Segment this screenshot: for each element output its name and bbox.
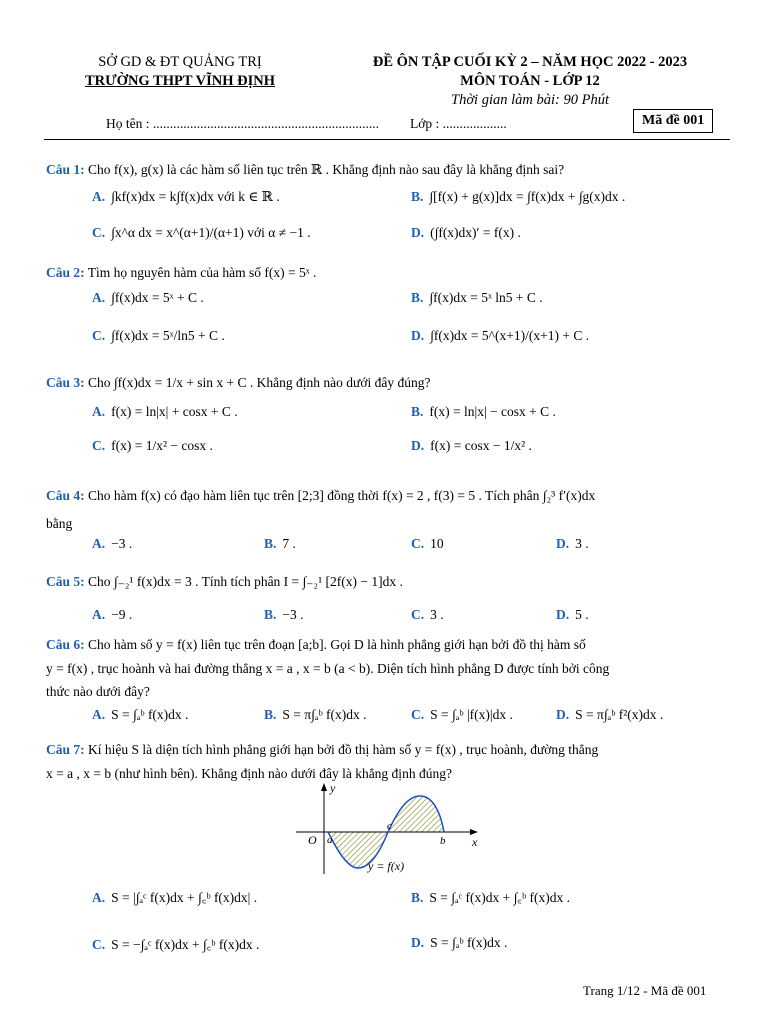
question-text: Cho hàm số y = f(x) liên tục trên đoạn [a;b]. Gọi D là hình phẳng giới hạn bởi đồ thị hàm số — [88, 637, 586, 652]
header-right — [330, 53, 730, 110]
option-4b[interactable]: B. 7 . — [264, 536, 296, 551]
header-left — [60, 53, 300, 91]
exam-title: ĐỀ ÔN TẬP CUỐI KỲ 2 – NĂM HỌC 2022 - 2023 — [372, 54, 688, 70]
option-7d[interactable]: D. S = ∫ₐᵇ f(x)dx . — [411, 935, 508, 950]
question-6-stem-cont-2: thức nào dưới đây? — [46, 684, 150, 699]
student-class-line: Lớp : ................... — [410, 116, 507, 131]
option-3a[interactable]: A. f(x) = ln|x| + cosx + C . — [92, 404, 238, 419]
option-4c[interactable]: C. 10 — [411, 536, 444, 551]
option-5b[interactable]: B. −3 . — [264, 607, 304, 622]
option-3d[interactable]: D. f(x) = cosx − 1/x² . — [411, 438, 532, 453]
shaded-region-above — [388, 796, 444, 832]
question-text: Cho ∫₋₂¹ f(x)dx = 3 . Tính tích phân I = ∫₋₂¹ [2f(x) − 1]dx . — [88, 574, 403, 589]
option-4d[interactable]: D. 3 . — [556, 536, 589, 551]
origin-label: O — [308, 833, 317, 847]
x-axis-label: x — [472, 835, 478, 849]
header-divider — [44, 139, 730, 140]
question-7-stem — [46, 742, 598, 758]
question-label: Câu 3: — [46, 375, 85, 390]
option-6d[interactable]: D. S = π∫ₐᵇ f²(x)dx . — [556, 707, 664, 722]
option-2a[interactable]: A. ∫f(x)dx = 5ˣ + C . — [92, 290, 204, 305]
option-7a[interactable]: A. S = |∫ₐᶜ f(x)dx + ∫꜀ᵇ f(x)dx| . — [92, 890, 258, 905]
question-7-stem-cont: x = a , x = b (như hình bên). Khẳng định nào dưới đây là khẳng định đúng? — [46, 766, 452, 781]
question-text: Cho f(x), g(x) là các hàm số liên tục trên ℝ . Khẳng định nào sau đây là khẳng định sai? — [88, 162, 565, 177]
option-6c[interactable]: C. S = ∫ₐᵇ |f(x)|dx . — [411, 707, 513, 722]
question-6-stem-cont: y = f(x) , trục hoành và hai đường thẳng x = a , x = b (a < b). Diện tích hình phẳng D được tính bởi công — [46, 661, 610, 676]
question-label: Câu 6: — [46, 637, 85, 652]
department-name: SỞ GD & ĐT QUẢNG TRỊ — [98, 54, 262, 70]
y-axis-arrow-icon — [321, 783, 327, 791]
option-5c[interactable]: C. 3 . — [411, 607, 444, 622]
point-a-label: a — [327, 834, 333, 846]
question-label: Câu 7: — [46, 742, 85, 757]
option-1d[interactable]: D. (∫f(x)dx)′ = f(x) . — [411, 225, 521, 240]
option-1c[interactable]: C. ∫x^α dx = x^(α+1)/(α+1) với α ≠ −1 . — [92, 225, 311, 240]
option-7c[interactable]: C. S = −∫ₐᶜ f(x)dx + ∫꜀ᵇ f(x)dx . — [92, 937, 260, 952]
option-7b[interactable]: B. S = ∫ₐᶜ f(x)dx + ∫꜀ᵇ f(x)dx . — [411, 890, 570, 905]
question-text: Kí hiệu S là diện tích hình phẳng giới hạn bởi đồ thị hàm số y = f(x) , trục hoành, đường thẳng — [88, 742, 599, 757]
question-label: Câu 4: — [46, 488, 85, 503]
option-1b[interactable]: B. ∫[f(x) + g(x)]dx = ∫f(x)dx + ∫g(x)dx . — [411, 189, 626, 204]
function-graph-figure — [292, 780, 488, 876]
option-1a[interactable]: A. ∫kf(x)dx = k∫f(x)dx với k ∈ ℝ . — [92, 189, 280, 204]
option-2c[interactable]: C. ∫f(x)dx = 5ˣ/ln5 + C . — [92, 328, 225, 343]
question-3-stem — [46, 375, 430, 391]
curve-label: y = f(x) — [368, 859, 405, 873]
option-2d[interactable]: D. ∫f(x)dx = 5^(x+1)/(x+1) + C . — [411, 328, 590, 343]
page-footer: Trang 1/12 - Mã đề 001 — [583, 983, 707, 998]
question-4-stem-cont: bằng — [46, 516, 73, 531]
option-6a[interactable]: A. S = ∫ₐᵇ f(x)dx . — [92, 707, 189, 722]
student-name-line: Họ tên : ................................................................... — [106, 116, 379, 131]
question-label: Câu 2: — [46, 265, 85, 280]
point-c-label: c — [387, 820, 392, 832]
option-3c[interactable]: C. f(x) = 1/x² − cosx . — [92, 438, 213, 453]
question-5-stem — [46, 574, 403, 590]
point-b-label: b — [440, 835, 446, 847]
subject-title: MÔN TOÁN - LỚP 12 — [460, 73, 600, 89]
exam-code-box: Mã đề 001 — [633, 109, 713, 133]
option-6b[interactable]: B. S = π∫ₐᵇ f(x)dx . — [264, 707, 367, 722]
question-6-stem — [46, 637, 586, 653]
exam-time: Thời gian làm bài: 90 Phút — [451, 92, 609, 108]
y-axis-label: y — [330, 781, 336, 795]
question-text: Tìm họ nguyên hàm của hàm số f(x) = 5ˣ . — [87, 265, 317, 280]
option-2b[interactable]: B. ∫f(x)dx = 5ˣ ln5 + C . — [411, 290, 543, 305]
question-1-stem — [46, 162, 564, 178]
option-3b[interactable]: B. f(x) = ln|x| − cosx + C . — [411, 404, 556, 419]
question-text: Cho hàm f(x) có đạo hàm liên tục trên [2;3] đồng thời f(x) = 2 , f(3) = 5 . Tích phân ∫₂³ f′(x)dx — [88, 488, 596, 503]
option-5a[interactable]: A. −9 . — [92, 607, 133, 622]
question-label: Câu 5: — [46, 574, 85, 589]
question-4-stem — [46, 488, 595, 504]
option-5d[interactable]: D. 5 . — [556, 607, 589, 622]
question-2-stem — [46, 265, 316, 281]
school-name: TRƯỜNG THPT VĨNH ĐỊNH — [84, 73, 275, 89]
question-text: Cho ∫f(x)dx = 1/x + sin x + C . Khẳng định nào dưới đây đúng? — [88, 375, 431, 390]
option-4a[interactable]: A. −3 . — [92, 536, 133, 551]
question-label: Câu 1: — [46, 162, 85, 177]
